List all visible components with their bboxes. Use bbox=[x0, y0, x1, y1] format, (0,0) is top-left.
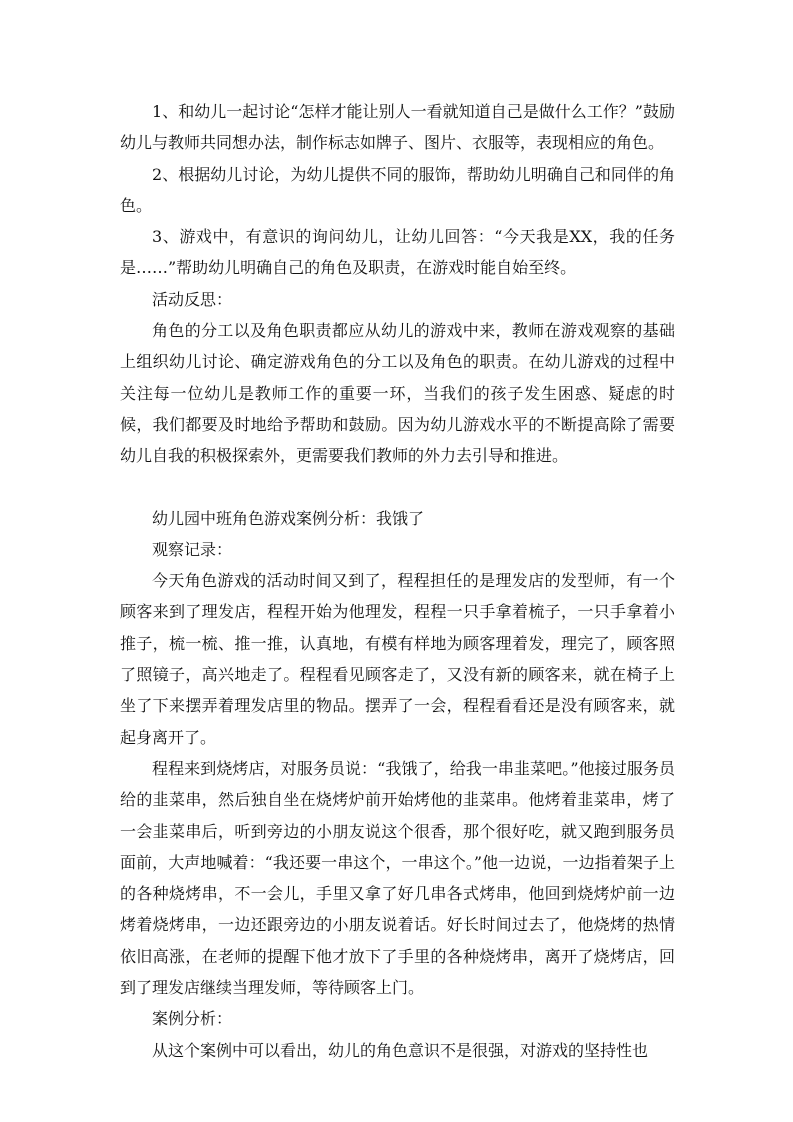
paragraph-step-2: 2、根据幼儿讨论，为幼儿提供不同的服饰，帮助幼儿明确自己和同伴的角色。 bbox=[120, 164, 675, 215]
case-title: 幼儿园中班角色游戏案例分析：我饿了 bbox=[152, 508, 425, 528]
heading-case-analysis: 案例分析： bbox=[152, 1009, 233, 1029]
paragraph-observation-2: 程程来到烧烤店，对服务员说：“我饿了，给我一串韭菜吧。”他接过服务员给的韭菜串，然后独自坐在烧烤炉前开始烤他的韭菜串。他烤着韭菜串，烤了一会韭菜串后，听到旁边的小朋友说这个很香，那个很好吃，就又跑到服务员面前，大声地喊着：“我还要一串这个，一串这个。”他一边说，一边指着架子上的各种烧烤串，不一会儿，手里又拿了好几串各式烤串，他回到烧烤炉前一边烤着烧烤串，一边还跟旁边的小朋友说着话。好长时间过去了，他烧烤的热情依旧高涨，在老师的提醒下他才放下了手里的各种烧烤串，离开了烧烤店，回到了理发店继续当理发师，等待顾客上门。 bbox=[120, 758, 675, 998]
paragraph-step-3: 3、游戏中，有意识的询问幼儿，让幼儿回答：“今天我是XX，我的任务是……”帮助幼儿明确自己的角色及职责，在游戏时能自始至终。 bbox=[120, 227, 675, 278]
paragraph-case-analysis: 从这个案例中可以看出，幼儿的角色意识不是很强，对游戏的坚持性也 bbox=[152, 1040, 649, 1060]
document-body bbox=[120, 96, 675, 1066]
paragraph-reflection: 角色的分工以及角色职责都应从幼儿的游戏中来，教师在游戏观察的基础上组织幼儿讨论、确定游戏角色的分工以及角色的职责。在幼儿游戏的过程中关注每一位幼儿是教师工作的重要一环，当我们的孩子发生困惑、疑虑的时候，我们都要及时地给予帮助和鼓励。因为幼儿游戏水平的不断提高除了需要幼儿自我的积极探索外，更需要我们教师的外力去引导和推进。 bbox=[120, 321, 675, 466]
paragraph-step-1: 1、和幼儿一起讨论“怎样才能让别人一看就知道自己是做什么工作？”鼓励幼儿与教师共同想办法，制作标志如牌子、图片、衣服等，表现相应的角色。 bbox=[120, 102, 675, 153]
heading-observation-record: 观察记录： bbox=[152, 539, 233, 559]
paragraph-observation-1: 今天角色游戏的活动时间又到了，程程担任的是理发店的发型师，有一个顾客来到了理发店，程程开始为他理发，程程一只手拿着梳子，一只手拿着小推子，梳一梳、推一推，认真地，有模有样地为顾客理着发，理完了，顾客照了照镜子，高兴地走了。程程看见顾客走了，又没有新的顾客来，就在椅子上坐了下来摆弄着理发店里的物品。摆弄了一会，程程看看还是没有顾客来，就起身离开了。 bbox=[120, 571, 675, 747]
heading-activity-reflection: 活动反思： bbox=[152, 289, 233, 309]
